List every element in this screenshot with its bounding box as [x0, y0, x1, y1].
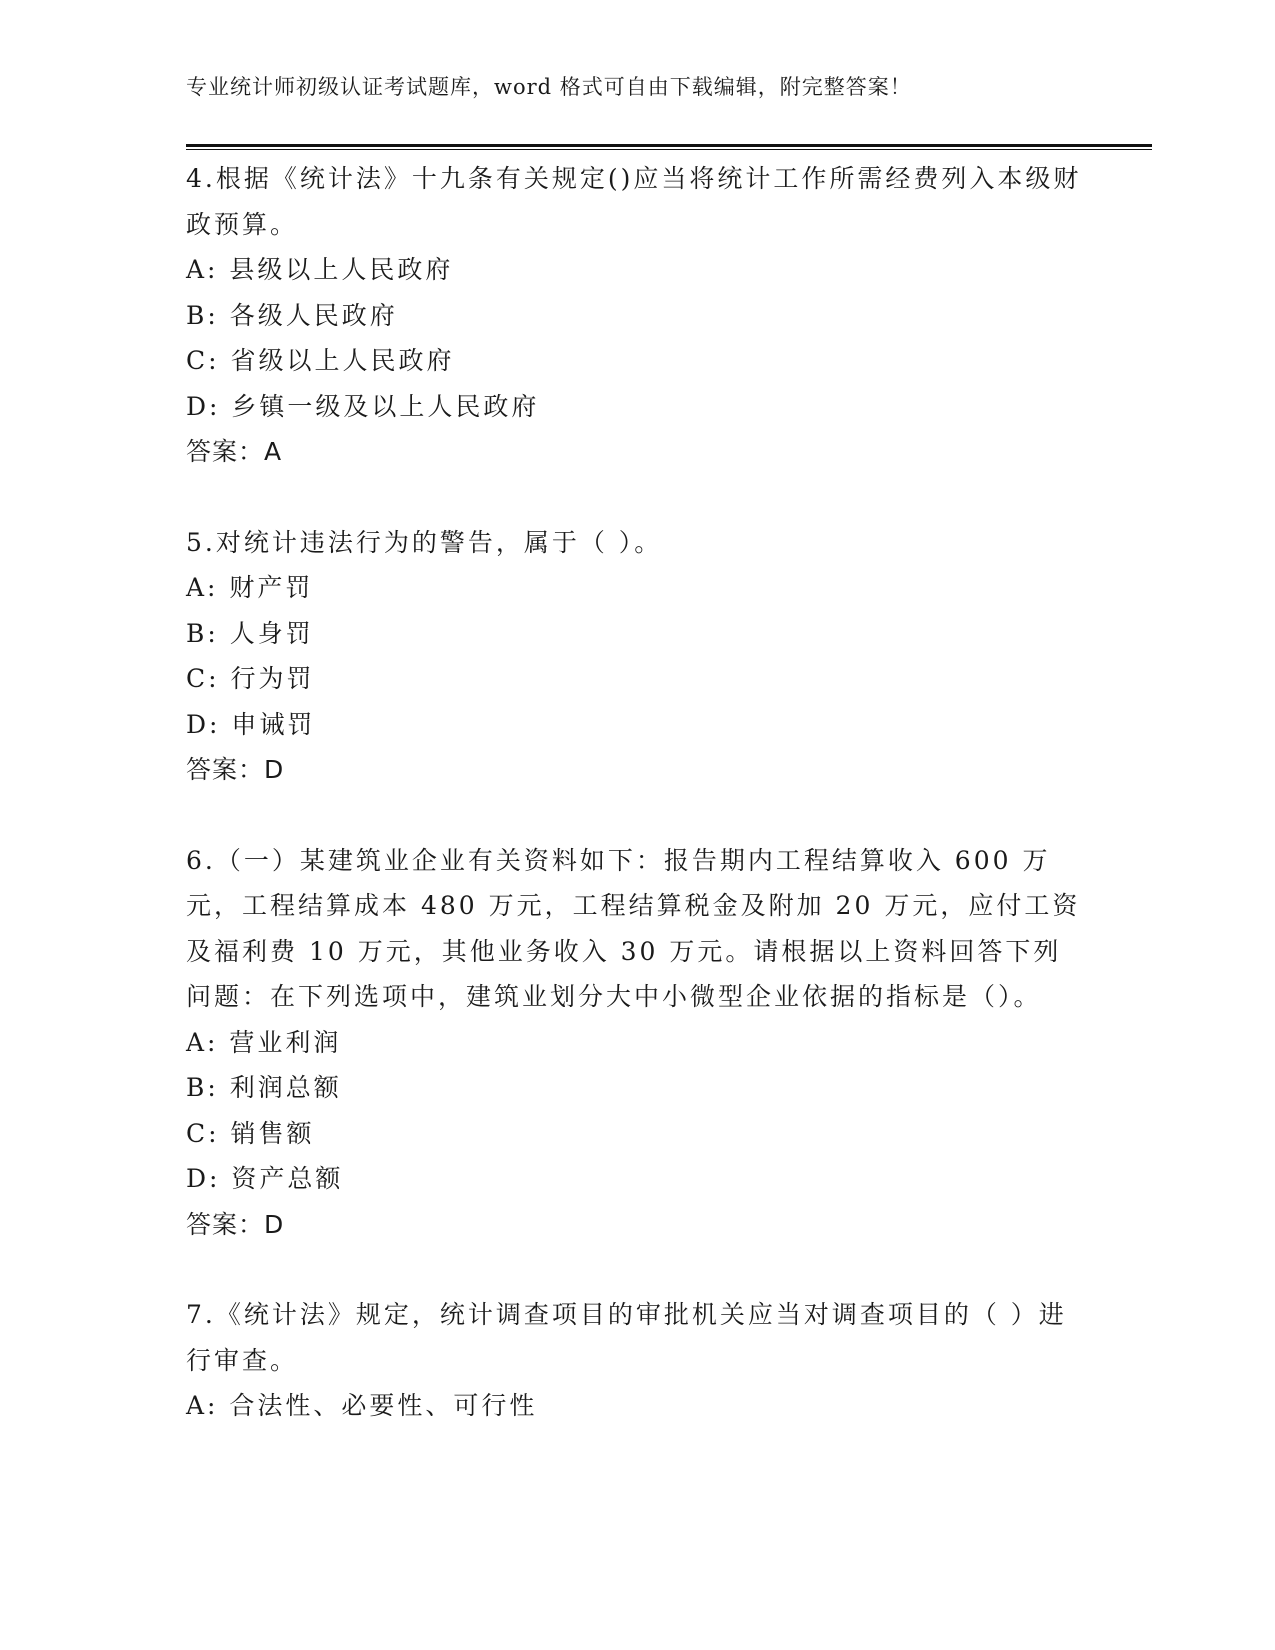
question-stem: 4.根据《统计法》十九条有关规定()应当将统计工作所需经费列入本级财政预算。: [186, 164, 1082, 239]
answer: 答案：D: [186, 1209, 285, 1239]
option-b: B: 利润总额: [186, 1073, 342, 1102]
option-a: A: 财产罚: [186, 573, 314, 602]
option-a: A: 合法性、必要性、可行性: [186, 1391, 538, 1420]
answer: 答案：A: [186, 437, 283, 466]
question-4: [186, 156, 1086, 475]
header-divider: [186, 144, 1152, 150]
question-stem: 6.（一）某建筑业企业有关资料如下：报告期内工程结算收入 600 万元，工程结算成本 480 万元，工程结算税金及附加 20 万元，应付工资及福利费 10 万元，其他业务收入 30 万元。请根据以上资料回答下列问题：在下列选项中，建筑业划分大中小微型企业依据的指标是（）。: [186, 845, 1081, 1011]
option-c: C: 销售额: [186, 1118, 315, 1148]
question-6: [186, 838, 1086, 1248]
option-a: A: 县级以上人民政府: [186, 255, 454, 284]
question-stem: 5.对统计违法行为的警告，属于（ ）。: [186, 527, 663, 557]
option-c: C: 行为罚: [186, 664, 315, 693]
question-stem: 7.《统计法》规定，统计调查项目的审批机关应当对调查项目的（ ）进行审查。: [186, 1300, 1067, 1375]
page-header: 专业统计师初级认证考试题库，word 格式可自由下载编辑，附完整答案！: [186, 75, 912, 99]
option-b: B: 人身罚: [186, 618, 314, 648]
answer: 答案：D: [186, 755, 285, 784]
option-d: D: 乡镇一级及以上人民政府: [186, 391, 540, 421]
question-5: [186, 520, 1086, 793]
option-d: D: 申诫罚: [186, 709, 316, 739]
question-7: [186, 1292, 1086, 1429]
option-c: C: 省级以上人民政府: [186, 346, 455, 375]
question-list: [186, 156, 1086, 1474]
option-b: B: 各级人民政府: [186, 300, 398, 330]
option-a: A: 营业利润: [186, 1027, 342, 1057]
option-d: D: 资产总额: [186, 1164, 344, 1193]
